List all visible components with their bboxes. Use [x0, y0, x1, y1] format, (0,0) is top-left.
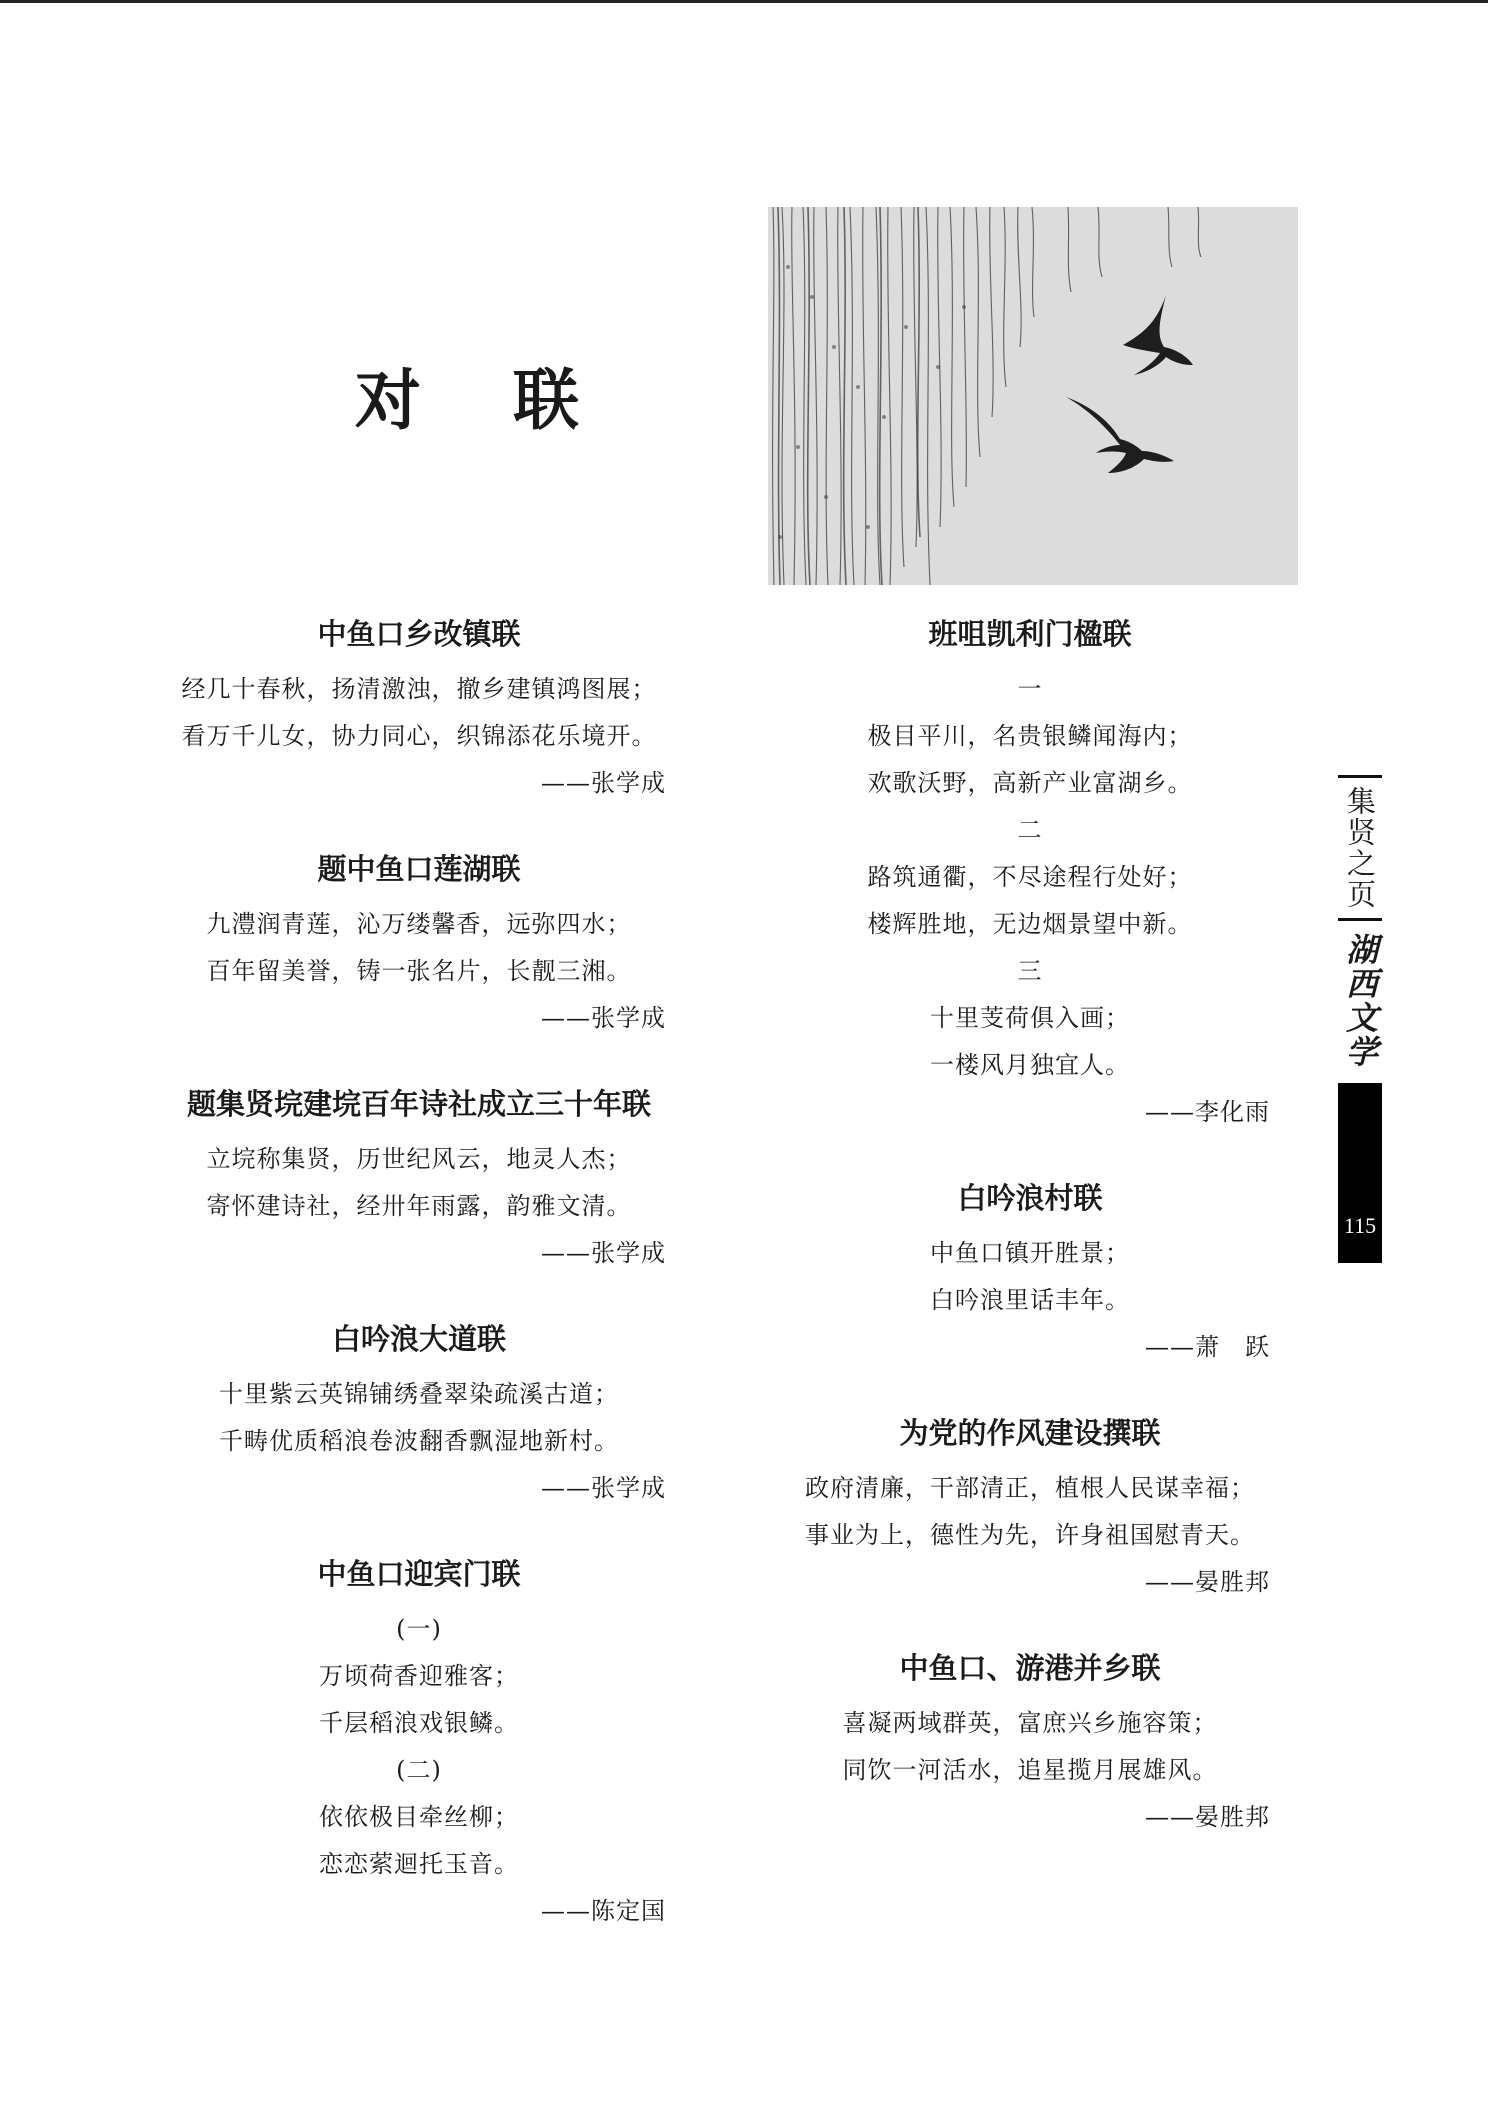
right-column: [790, 612, 1270, 1881]
couplet: [790, 1176, 1270, 1371]
couplet-section-number: (二): [396, 1756, 442, 1784]
couplet: [790, 612, 1270, 1136]
couplet-title: 题集贤垸建垸百年诗社成立三十年联: [186, 1087, 651, 1121]
page-number-block: [1338, 1083, 1382, 1263]
couplet-title: 中鱼口乡改镇联: [317, 617, 521, 651]
couplet-line: 经几十春秋，扬清激浊，撤乡建镇鸿图展；: [181, 675, 657, 703]
couplet-line: 路筑通衢，不尽途程行处好；: [867, 863, 1193, 891]
couplet-author: ——张学成: [541, 1474, 666, 1502]
couplet: [172, 1082, 666, 1277]
couplet-author: ——晏胜邦: [1145, 1803, 1270, 1831]
page-number: 115: [1343, 1213, 1377, 1238]
couplet-line: 喜凝两域群英，富庶兴乡施容策；: [842, 1709, 1218, 1737]
couplet-author: ——张学成: [541, 769, 666, 797]
couplet-line: 同饮一河活水，追星揽月展雄风。: [842, 1756, 1218, 1784]
couplet-line: 中鱼口镇开胜景；: [930, 1239, 1130, 1267]
couplet-line: 九澧润青莲，沁万缕馨香，远弥四水；: [206, 910, 632, 938]
sidebar-tab: [1338, 775, 1384, 1263]
couplet-author: ——萧 跃: [1145, 1333, 1270, 1361]
left-column: [172, 612, 666, 1975]
couplet-author: ——张学成: [541, 1004, 666, 1032]
couplet-title: 中鱼口、游港并乡联: [899, 1651, 1161, 1685]
couplet-author: ——李化雨: [1145, 1098, 1270, 1126]
sidebar-section-title: 集贤之页: [1343, 786, 1377, 910]
couplet-line: 事业为上，德性为先，许身祖国慰青天。: [805, 1521, 1255, 1549]
page-title: 对联: [355, 361, 671, 439]
couplet: [172, 847, 666, 1042]
magazine-logo: 湖西文学: [1341, 933, 1379, 1069]
couplet-line: 千畴优质稻浪卷波翻香飘湿地新村。: [219, 1427, 619, 1455]
sidebar-rule: [1338, 918, 1382, 921]
couplet-author: ——张学成: [541, 1239, 666, 1267]
couplet-line: 看万千儿女，协力同心，织锦添花乐境开。: [181, 722, 657, 750]
couplet-line: 千层稻浪戏银鳞。: [319, 1709, 519, 1737]
couplet: [790, 1411, 1270, 1606]
top-border-line: [0, 0, 1488, 3]
couplet-author: ——陈定国: [541, 1897, 666, 1925]
couplet-line: 政府清廉，干部清正，植根人民谋幸福；: [805, 1474, 1255, 1502]
couplet-title: 白吟浪村联: [957, 1181, 1103, 1215]
couplet: [172, 1552, 666, 1935]
couplet: [172, 1317, 666, 1512]
couplet-section-number: 一: [1017, 675, 1043, 703]
couplet-line: 欢歌沃野，高新产业富湖乡。: [867, 769, 1193, 797]
couplet-line: 十里紫云英锦铺绣叠翠染疏溪古道；: [219, 1380, 619, 1408]
couplet-title: 白吟浪大道联: [331, 1322, 506, 1356]
couplet-line: 依依极目牵丝柳；: [319, 1803, 519, 1831]
couplet-section-number: (一): [396, 1615, 442, 1643]
couplet-line: 立垸称集贤，历世纪风云，地灵人杰；: [206, 1145, 632, 1173]
couplet-line: 白吟浪里话丰年。: [930, 1286, 1130, 1314]
couplet-line: 寄怀建诗社，经卅年雨露，韵雅文清。: [206, 1192, 632, 1220]
couplet-title: 中鱼口迎宾门联: [317, 1557, 521, 1591]
willow-swallows-photo: [768, 207, 1298, 585]
couplet-title: 为党的作风建设撰联: [899, 1416, 1161, 1450]
couplet-section-number: 三: [1017, 957, 1043, 985]
sidebar-rule: [1338, 775, 1382, 778]
couplet-title: 题中鱼口莲湖联: [317, 852, 521, 886]
couplet: [172, 612, 666, 807]
couplet-title: 班咀凯利门楹联: [928, 617, 1132, 651]
couplet-line: 一楼风月独宜人。: [930, 1051, 1130, 1079]
couplet-author: ——晏胜邦: [1145, 1568, 1270, 1596]
couplet-line: 恋恋萦迴托玉音。: [319, 1850, 519, 1878]
couplet-section-number: 二: [1017, 816, 1043, 844]
couplet-line: 楼辉胜地，无边烟景望中新。: [867, 910, 1193, 938]
couplet-line: 百年留美誉，铸一张名片，长靓三湘。: [206, 957, 632, 985]
couplet-line: 极目平川，名贵银鳞闻海内；: [867, 722, 1193, 750]
couplet: [790, 1646, 1270, 1841]
couplet-line: 万顷荷香迎雅客；: [319, 1662, 519, 1690]
couplet-line: 十里芰荷俱入画；: [930, 1004, 1130, 1032]
